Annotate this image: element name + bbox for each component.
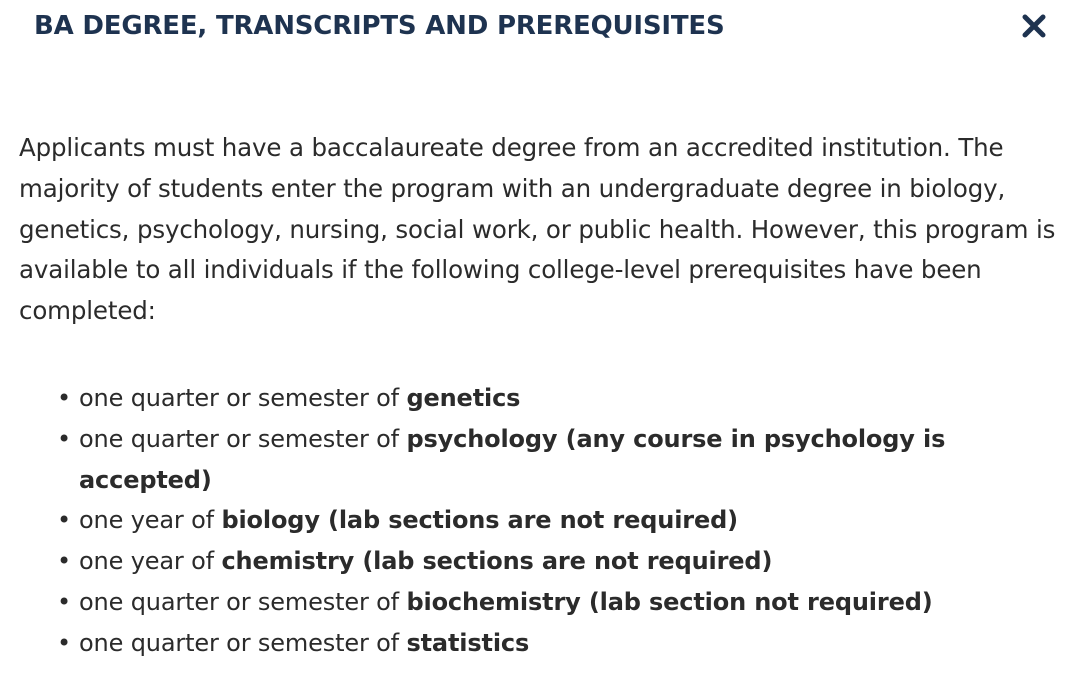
modal-body (19, 128, 1069, 657)
list-item (19, 419, 1059, 501)
prereq-subject: statistics (406, 628, 530, 657)
prereq-prefix: one quarter or semester of (79, 424, 407, 453)
bullet-icon: • (57, 547, 72, 576)
prerequisites-list (19, 378, 1059, 664)
bullet-icon: • (57, 628, 72, 657)
close-button[interactable] (1018, 10, 1050, 42)
modal-title: BA DEGREE, TRANSCRIPTS AND PREREQUISITES (34, 11, 725, 41)
list-item (19, 500, 1059, 541)
prereq-prefix: one year of (79, 506, 222, 535)
prereq-prefix: one year of (79, 547, 222, 576)
prereq-prefix: one quarter or semester of (79, 628, 407, 657)
list-item (19, 541, 1059, 582)
prereq-subject: biochemistry (lab section not required) (406, 587, 933, 616)
bullet-icon: • (57, 587, 72, 616)
prereq-prefix: one quarter or semester of (79, 587, 407, 616)
intro-paragraph: Applicants must have a baccalaureate degree from an accredited institution. The majority of students enter the program with an undergraduate degree in biology, genetics, psychology, nursing, social work, or public health. However, this program is available to all individuals if the following college-level prerequisites have been completed: (19, 133, 1056, 326)
list-item (19, 623, 1059, 664)
prereq-subject: chemistry (lab sections are not required) (221, 547, 773, 576)
close-icon (1018, 10, 1050, 42)
list-item (19, 378, 1059, 419)
bullet-icon: • (57, 384, 72, 412)
prereq-subject: genetics (406, 384, 521, 412)
bullet-icon: • (57, 506, 72, 535)
prereq-subject: biology (lab sections are not required) (221, 506, 738, 535)
bullet-icon: • (57, 424, 72, 453)
list-item (19, 582, 1059, 623)
prereq-prefix: one quarter or semester of (79, 384, 407, 412)
prereq-subject: psychology (any course in psychology is accepted) (79, 424, 946, 494)
modal-header (0, 0, 1080, 56)
